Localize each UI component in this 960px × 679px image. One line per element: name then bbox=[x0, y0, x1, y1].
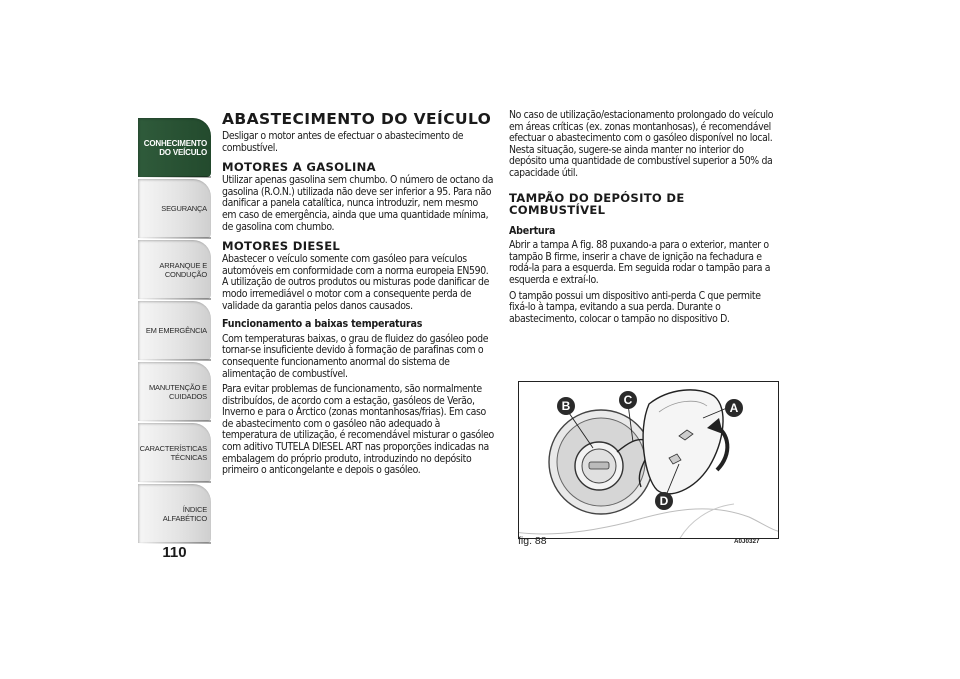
figure-code: A0J0327 bbox=[734, 538, 760, 545]
figure-caption: fig. 88 bbox=[518, 535, 547, 547]
gasoline-heading: MOTORES A GASOLINA bbox=[222, 160, 376, 175]
low-temperature-heading: Funcionamento a baixas temperaturas bbox=[222, 318, 423, 331]
gasoline-paragraph: Utilizar apenas gasolina sem chumbo. O número de octano da gasolina (R.O.N.) utilizada não deve ser inferior a 95. Para não danificar a panela catalítica, nunca introduzir, nem mesmo em caso de emergência, ainda que uma quantidade mínima, de gasolina com chumbo. bbox=[222, 174, 494, 233]
tab-seguranca[interactable] bbox=[138, 179, 211, 238]
callout-d: D bbox=[655, 492, 673, 510]
low-temperature-paragraph-2: Para evitar problemas de funcionamento, são normalmente distribuídos, de acordo com a estação, gasóleos de Verão, Inverno e para o Árctico (zonas montanhosas/frias). Em caso de abastecimento com o gasóleo não adequado à temperatura de utilização, é recomendável misturar o gasóleo com aditivo TUTELA DIESEL ART nas proporções indicadas na embalagem do próprio produto, introduzindo no depósito primeiro o anticongelante e depois o gasóleo. bbox=[222, 383, 494, 477]
callout-a: A bbox=[725, 399, 743, 417]
tab-label: ÍNDICE ALFABÉTICO bbox=[162, 504, 207, 523]
fuel-cap-heading: TAMPÃO DO DEPÓSITO DE COMBUSTÍVEL bbox=[509, 190, 685, 217]
intro-paragraph: Desligar o motor antes de efectuar o abastecimento de combustível. bbox=[222, 130, 464, 154]
diesel-heading: MOTORES DIESEL bbox=[222, 239, 341, 254]
opening-paragraph-2: O tampão possui um dispositivo anti-perda C que permite fixá-lo à tampa, evitando a sua perda. Durante o abastecimento, colocar o tampão no dispositivo D. bbox=[509, 289, 761, 325]
diesel-paragraph: Abastecer o veículo somente com gasóleo para veículos automóveis em conformidade com a norma europeia EN590. A utilização de outros produtos ou misturas pode danificar de modo irremediável o motor com a consequente perda de validade da garantia pelos danos causados. bbox=[222, 253, 489, 312]
right-column bbox=[509, 110, 781, 328]
parking-paragraph: No caso de utilização/estacionamento prolongado do veículo em áreas críticas (ex. zonas montanhosas), é recomendável efectuar o abastecimento com o gasóleo disponível no local. Nesta situação, sugere-se ainda manter no interior do depósito uma quantidade de combustível superior a 50% da capacidade útil. bbox=[509, 109, 774, 179]
section-title: ABASTECIMENTO DO VEÍCULO bbox=[222, 110, 492, 128]
tab-arranque-e-conducao[interactable] bbox=[138, 240, 211, 299]
low-temperature-paragraph-1: Com temperaturas baixas, o grau de fluidez do gasóleo pode tornar-se insuficiente devido à formação de parafinas com o consequente funcionamento anormal do sistema de alimentação de combustível. bbox=[222, 332, 489, 380]
callout-b: B bbox=[557, 397, 575, 415]
tab-caracteristicas-tecnicas[interactable] bbox=[138, 423, 211, 482]
page-number: 110 bbox=[162, 544, 187, 561]
figure-frame bbox=[518, 381, 779, 539]
tab-conhecimento-do-veiculo[interactable] bbox=[138, 118, 211, 177]
opening-paragraph-1: Abrir a tampa A fig. 88 puxando-a para o exterior, manter o tampão B firme, inserir a chave de ignição na fechadura e rodá-la para a esquerda. Em seguida rodar o tampão para a esquerda e extraí-lo. bbox=[509, 239, 771, 286]
tab-label: SEGURANÇA bbox=[161, 204, 207, 213]
tab-label: MANUTENÇÃO E CUIDADOS bbox=[148, 382, 207, 401]
tab-label: EM EMERGÊNCIA bbox=[145, 326, 207, 335]
tab-label: ARRANQUE E CONDUÇÃO bbox=[159, 260, 207, 279]
tab-em-emergencia[interactable] bbox=[138, 301, 211, 360]
tab-indice-alfabetico[interactable] bbox=[138, 484, 211, 543]
tab-label: CARACTERÍSTICAS TÉCNICAS bbox=[139, 443, 207, 462]
opening-heading: Abertura bbox=[509, 224, 556, 237]
fuel-cap-figure bbox=[518, 381, 779, 539]
tab-manutencao-e-cuidados[interactable] bbox=[138, 362, 211, 421]
callout-c: C bbox=[619, 391, 637, 409]
tab-label: CONHECIMENTO DO VEÍCULO bbox=[143, 138, 207, 157]
left-column bbox=[222, 110, 494, 480]
